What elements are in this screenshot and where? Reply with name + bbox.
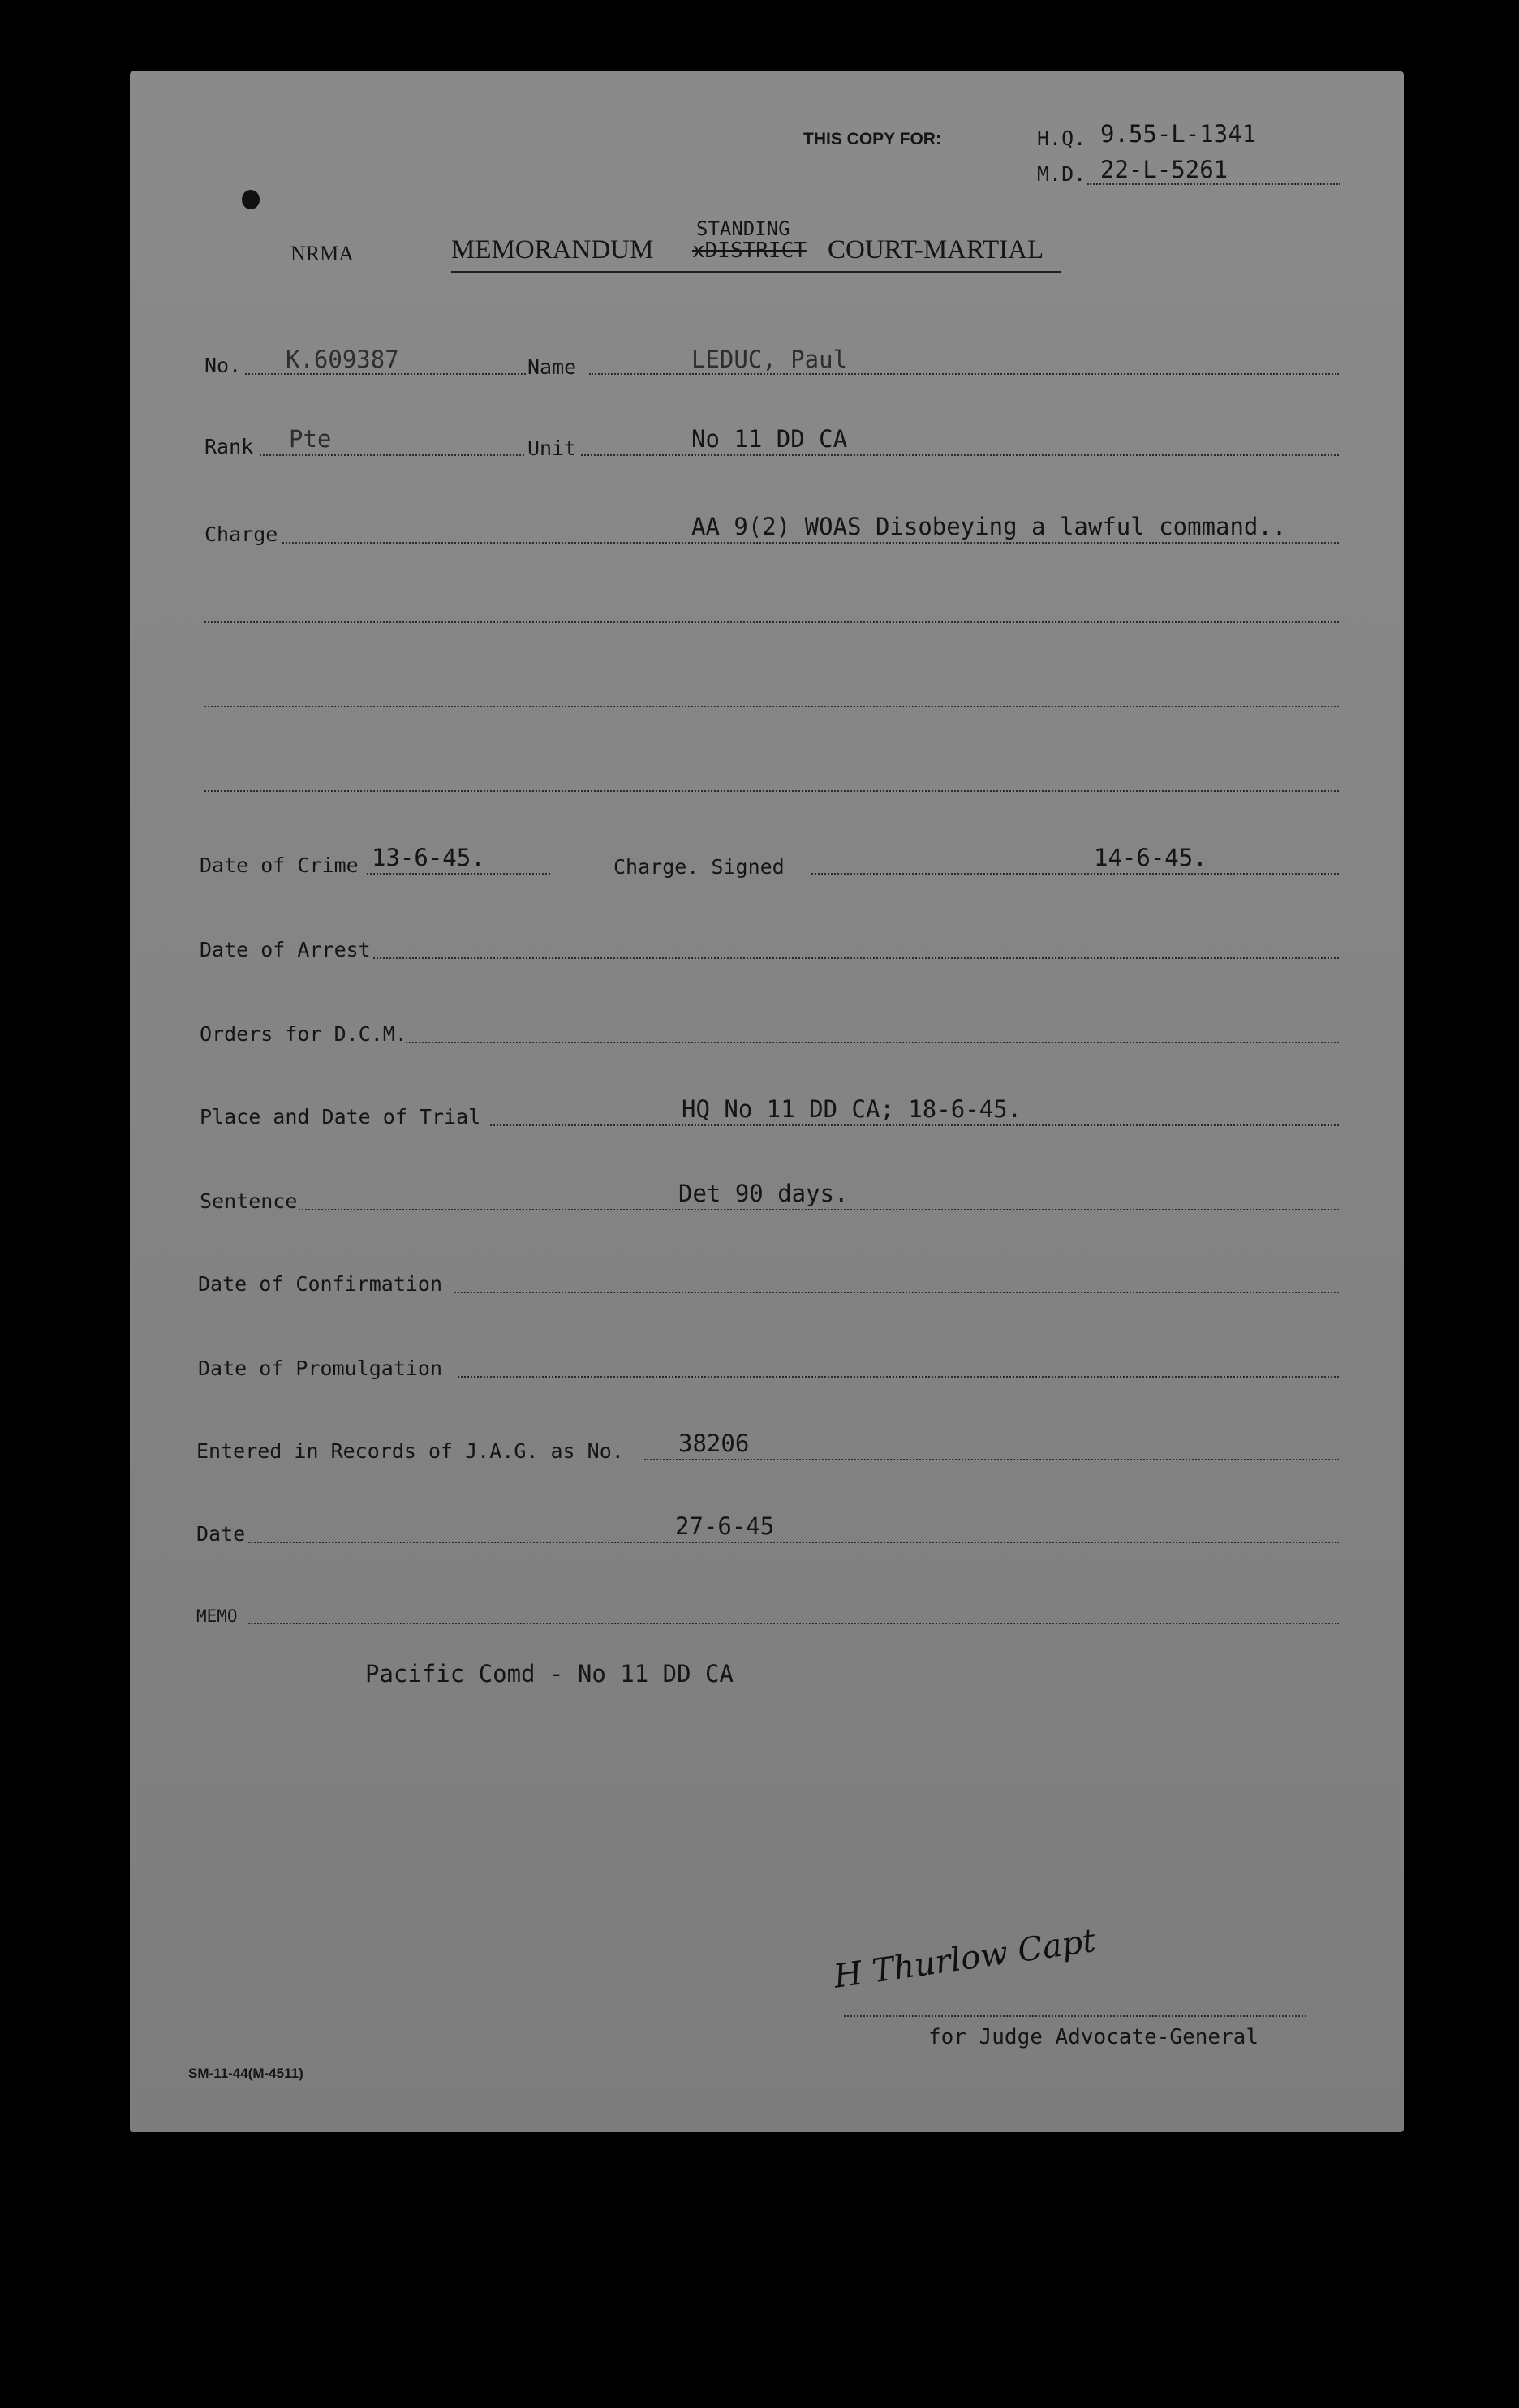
punch-mark	[242, 190, 260, 209]
date-line	[248, 1542, 1339, 1543]
jag-line	[644, 1459, 1339, 1460]
md-line	[1087, 183, 1340, 185]
orders-line	[406, 1042, 1339, 1043]
unit-label: Unit	[527, 436, 577, 460]
sentence-line	[299, 1209, 1339, 1210]
struck-district: xDISTRICT	[692, 239, 807, 263]
jag-signature-caption: for Judge Advocate-General	[928, 2025, 1259, 2049]
form-number: SM-11-44(M-4511)	[188, 2066, 303, 2081]
charge-line-3	[204, 706, 1339, 707]
rank-value: Pte	[289, 425, 332, 453]
name-value: LEDUC, Paul	[691, 346, 848, 373]
jag-label: Entered in Records of J.A.G. as No.	[196, 1439, 624, 1463]
no-label: No.	[204, 354, 242, 377]
date-of-crime-label: Date of Crime	[200, 854, 359, 877]
unit-value: No 11 DD CA	[691, 425, 848, 453]
memo-label: MEMO	[196, 1606, 238, 1626]
date-of-arrest-line	[373, 957, 1339, 959]
confirmation-line	[454, 1292, 1339, 1293]
standing-label: STANDING	[696, 217, 790, 240]
court-martial-title: COURT-MARTIAL	[828, 235, 1044, 264]
charge-signed-label: Charge. Signed	[613, 855, 785, 879]
nrma-label: NRMA	[290, 242, 355, 265]
orders-label: Orders for D.C.M.	[200, 1022, 407, 1046]
no-line	[245, 373, 526, 375]
sentence-label: Sentence	[200, 1189, 298, 1213]
place-date-trial-label: Place and Date of Trial	[200, 1105, 481, 1129]
unit-line	[581, 454, 1339, 456]
date-label: Date	[196, 1522, 246, 1546]
memorandum-sheet	[130, 71, 1404, 2132]
signature-line	[844, 2015, 1306, 2017]
hq-label: H.Q.	[1037, 127, 1087, 150]
promulgation-label: Date of Promulgation	[198, 1357, 443, 1380]
md-value: 22-L-5261	[1100, 156, 1229, 183]
rank-label: Rank	[204, 435, 254, 458]
charge-line-4	[204, 790, 1339, 792]
rank-line	[260, 454, 524, 456]
charge-signed-line	[811, 873, 1339, 875]
charge-line	[282, 542, 1339, 544]
date-of-crime-value: 13-6-45.	[372, 844, 485, 871]
jag-value: 38206	[678, 1430, 750, 1457]
promulgation-line	[458, 1376, 1339, 1378]
hq-value: 9.55-L-1341	[1100, 120, 1257, 148]
charge-value: AA 9(2) WOAS Disobeying a lawful command..	[691, 513, 1287, 540]
memo-value: Pacific Comd - No 11 DD CA	[365, 1660, 734, 1688]
name-label: Name	[527, 355, 577, 379]
charge-signed-value: 14-6-45.	[1094, 844, 1207, 871]
charge-line-2	[204, 621, 1339, 623]
memo-line	[248, 1623, 1339, 1624]
date-of-crime-line	[367, 873, 550, 875]
md-label: M.D.	[1037, 162, 1087, 186]
memorandum-title: MEMORANDUM	[451, 235, 654, 264]
date-of-arrest-label: Date of Arrest	[200, 938, 371, 961]
place-date-trial-line	[490, 1124, 1339, 1126]
no-value: K.609387	[286, 346, 399, 373]
confirmation-label: Date of Confirmation	[198, 1272, 443, 1296]
name-line	[589, 373, 1339, 375]
charge-label: Charge	[204, 522, 278, 546]
title-underline	[451, 271, 1061, 273]
copy-for-label: THIS COPY FOR:	[803, 130, 941, 148]
signature: H Thurlow Capt	[831, 1922, 1098, 1996]
place-date-trial-value: HQ No 11 DD CA; 18-6-45.	[682, 1095, 1022, 1123]
date-value: 27-6-45	[675, 1512, 775, 1540]
sentence-value: Det 90 days.	[678, 1180, 849, 1207]
